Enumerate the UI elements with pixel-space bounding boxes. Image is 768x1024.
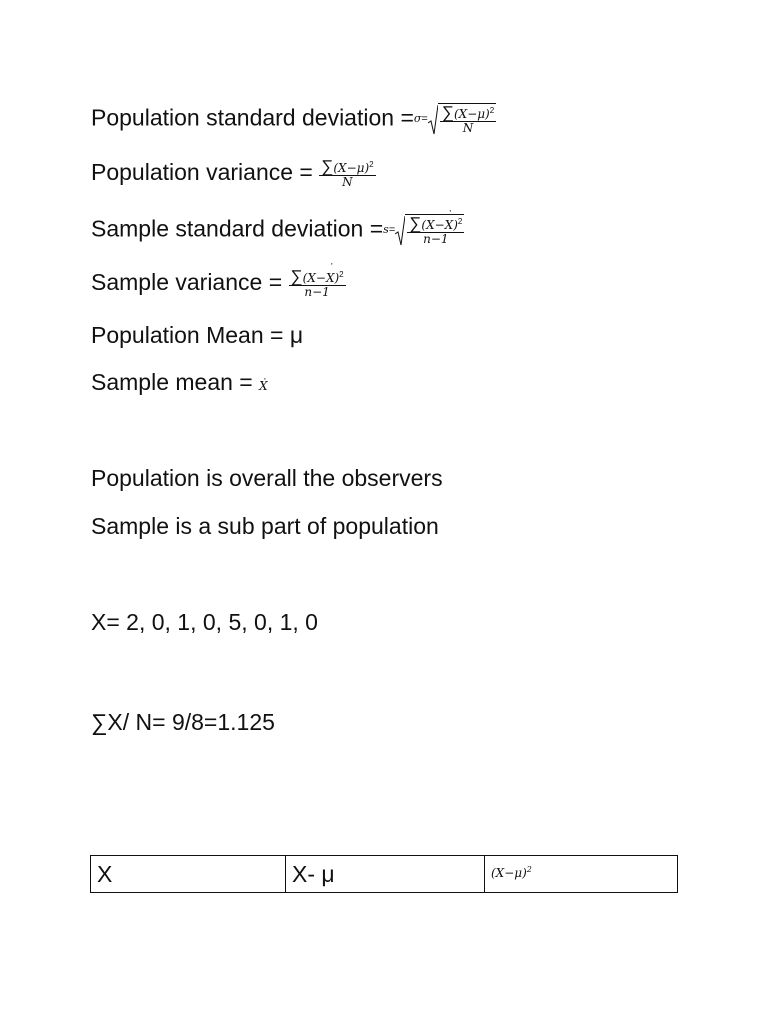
radical-icon [428, 105, 438, 135]
sigma-symbol: σ [413, 112, 422, 126]
sample-sd-fraction [407, 215, 464, 246]
square-root [428, 103, 496, 135]
denominator: N [462, 121, 474, 136]
sum-symbol: ∑ [441, 103, 454, 123]
sum-symbol: ∑ [409, 214, 422, 234]
population-sd-label: Population standard deviation = [91, 104, 414, 131]
exponent: 2 [489, 106, 495, 116]
x-bar-symbol: ˙ X [445, 218, 454, 232]
exponent: 2 [526, 865, 532, 874]
exponent: 2 [369, 160, 374, 170]
population-variance-label: Population variance = [91, 159, 320, 185]
equals-sign: = [388, 224, 396, 237]
population-mean-line: Population Mean = μ [91, 322, 304, 348]
mean-calculation-line: ∑X/ N= 9/8=1.125 [91, 709, 275, 735]
data-values-line: X= 2, 0, 1, 0, 5, 0, 1, 0 [91, 609, 318, 635]
sample-mean-line [91, 368, 268, 400]
header-x: X [91, 856, 286, 893]
exponent: 2 [457, 217, 463, 227]
x-bar-symbol: ˙ X [326, 271, 335, 285]
sample-variance-formula [91, 268, 346, 299]
table-header-row [91, 856, 678, 893]
population-sd-formula [91, 103, 496, 135]
header-squared-deviation [485, 856, 678, 893]
numerator-close: ) [334, 271, 340, 286]
x-bar-symbol: ˙ X [259, 379, 268, 393]
square-root [395, 214, 464, 246]
numerator-close: ) [453, 218, 458, 233]
squared-deviation-expr: (X−μ) [491, 866, 527, 880]
exponent: 2 [339, 270, 344, 280]
denominator: n−1 [423, 232, 449, 247]
population-sd-fraction [440, 104, 496, 135]
sample-mean-label: Sample mean = [91, 369, 260, 395]
numerator-expression: (X−μ) [333, 161, 370, 176]
population-variance-formula [91, 158, 376, 189]
denominator: N [342, 175, 353, 190]
sample-variance-fraction [289, 268, 346, 299]
population-variance-fraction [319, 158, 375, 189]
numerator-expression: (X−μ) [453, 107, 490, 122]
sample-sd-label: Sample standard deviation = [91, 215, 384, 242]
s-symbol: s [383, 223, 389, 237]
header-x-minus-mu: X- μ [286, 856, 485, 893]
denominator: n−1 [304, 285, 330, 300]
radical-icon [395, 216, 405, 246]
deviation-table [90, 855, 678, 893]
equals-sign: = [421, 113, 428, 126]
numerator-open: (X− [421, 218, 445, 233]
sample-variance-label: Sample variance = [91, 269, 289, 295]
numerator-open: (X− [302, 271, 326, 286]
population-definition: Population is overall the observers [91, 465, 443, 491]
sample-sd-formula [91, 214, 464, 246]
sum-symbol: ∑ [321, 157, 334, 177]
sample-definition: Sample is a sub part of population [91, 513, 439, 539]
sum-symbol: ∑ [290, 267, 303, 287]
